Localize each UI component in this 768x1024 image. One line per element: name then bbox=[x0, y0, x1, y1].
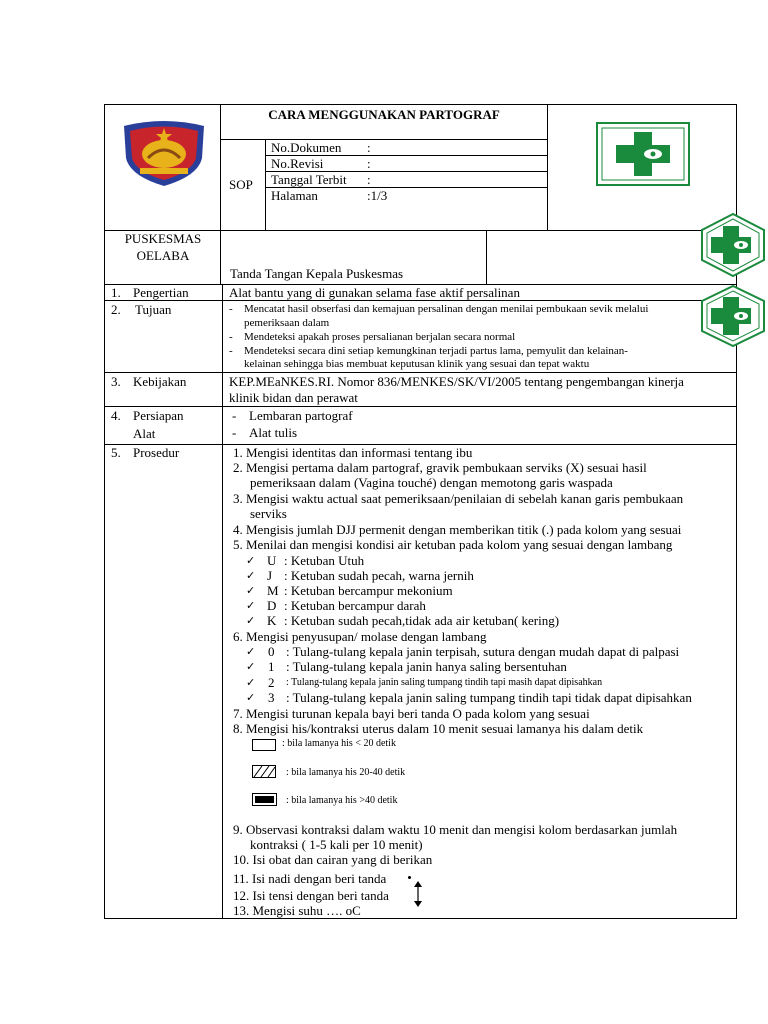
prosedur-step: 2. Mengisi pertama dalam partograf, gravik pembukaan serviks (X) sesuai hasil bbox=[233, 460, 647, 475]
doc-row-label: Tanggal Terbit bbox=[271, 172, 347, 187]
molase-text: : Tulang-tulang kepala janin hanya saling bersentuhan bbox=[286, 659, 567, 674]
section-label-alat: Alat bbox=[133, 426, 156, 441]
molase-text: : Tulang-tulang kepala janin terpisah, sutura dengan mudah dapat di palpasi bbox=[286, 644, 680, 659]
section-number: 3. bbox=[111, 374, 121, 389]
molase-code: 0 bbox=[268, 644, 275, 659]
prosedur-step: pemeriksaan dalam (Vagina touché) dengan memotong garis waspada bbox=[250, 475, 613, 490]
doc-row-label: Halaman bbox=[271, 188, 318, 203]
his-hatched-box-icon bbox=[252, 765, 276, 778]
puskesmas-logo-icon bbox=[596, 122, 690, 186]
molase-code: 3 bbox=[268, 690, 275, 705]
ketuban-code: D bbox=[267, 598, 277, 613]
checkmark-icon: ✓ bbox=[246, 614, 256, 627]
bullet: - bbox=[229, 303, 233, 315]
ketuban-text: : Ketuban bercampur darah bbox=[284, 598, 426, 613]
kebijakan-line: KEP.MEaNKES.RI. Nomor 836/MENKES/SK/VI/2005 tentang pengembangan kinerja bbox=[229, 374, 684, 389]
doc-row-value: : bbox=[367, 172, 371, 187]
molase-text: : Tulang-tulang kepala janin saling tumpang tindih tapi tidak dapat dipisahkan bbox=[286, 690, 692, 705]
tujuan-line: Mendeteksi apakah proses persalianan berjalan secara normal bbox=[244, 331, 516, 343]
pengertian-text: Alat bantu yang di gunakan selama fase aktif persalinan bbox=[229, 285, 520, 300]
ketuban-text: : Ketuban Utuh bbox=[284, 553, 365, 568]
checkmark-icon: ✓ bbox=[246, 660, 256, 673]
prosedur-step: 9. Observasi kontraksi dalam waktu 10 menit dan mengisi kolom berdasarkan jumlah bbox=[233, 822, 678, 837]
ketuban-code: J bbox=[267, 568, 273, 583]
prosedur-step: 11. Isi nadi dengan beri tanda bbox=[233, 871, 387, 886]
his-empty-box-icon bbox=[252, 739, 276, 751]
doc-row-value: :1/3 bbox=[367, 188, 388, 203]
org-name: PUSKESMAS bbox=[124, 231, 202, 246]
doc-row-value: : bbox=[367, 156, 371, 171]
checkmark-icon: ✓ bbox=[246, 584, 256, 597]
tujuan-line: pemeriksaan dalam bbox=[244, 317, 330, 329]
prosedur-step: 4. Mengisis jumlah DJJ permenit dengan memberikan titik (.) pada kolom yang sesuai bbox=[233, 522, 682, 537]
prosedur-step: 1. Mengisi identitas dan informasi tentang ibu bbox=[233, 445, 473, 460]
bullet: - bbox=[232, 408, 237, 423]
doc-row-value: : bbox=[367, 140, 371, 155]
prosedur-step: 6. Mengisi penyusupan/ molase dengan lambang bbox=[233, 629, 487, 644]
prosedur-step: 5. Menilai dan mengisi kondisi air ketuban pada kolom yang sesuai dengan lambang bbox=[233, 537, 673, 552]
bullet: - bbox=[229, 331, 233, 343]
section-number: 1. bbox=[111, 285, 121, 300]
checkmark-icon: ✓ bbox=[246, 599, 256, 612]
checkmark-icon: ✓ bbox=[246, 554, 256, 567]
checkmark-icon: ✓ bbox=[246, 569, 256, 582]
regional-emblem-icon bbox=[118, 118, 210, 188]
doc-row-label: No.Revisi bbox=[271, 156, 324, 171]
section-number: 2. bbox=[111, 302, 121, 317]
tujuan-line: Mendeteksi secara dini setiap kemungkinan terjadi partus lama, pemyulit dan kelainan- bbox=[244, 345, 628, 357]
section-number: 5. bbox=[111, 445, 121, 460]
prosedur-step: 12. Isi tensi dengan beri tanda bbox=[233, 888, 389, 903]
org-location: OELABA bbox=[136, 248, 190, 263]
section-label-kebijakan: Kebijakan bbox=[133, 374, 187, 389]
ketuban-code: M bbox=[267, 583, 279, 598]
kebijakan-line: klinik bidan dan perawat bbox=[229, 390, 358, 405]
molase-code: 2 bbox=[268, 675, 275, 690]
his-legend-text: : bila lamanya his >40 detik bbox=[286, 795, 398, 806]
checkmark-icon: ✓ bbox=[246, 691, 256, 704]
section-label-pengertian: Pengertian bbox=[133, 285, 189, 300]
tujuan-line: kelainan sehingga bias membuat keputusan klinik yang sesuai dan tepat waktu bbox=[244, 358, 590, 370]
ketuban-text: : Ketuban sudah pecah,tidak ada air ketuban( kering) bbox=[284, 613, 560, 628]
document-title: CARA MENGGUNAKAN PARTOGRAF bbox=[268, 107, 500, 122]
dot-mark-icon bbox=[408, 876, 411, 879]
his-filled-box-icon bbox=[252, 793, 277, 806]
prosedur-step: 10. Isi obat dan cairan yang di berikan bbox=[233, 852, 433, 867]
prosedur-step: serviks bbox=[250, 506, 287, 521]
his-legend-text: : bila lamanya his < 20 detik bbox=[282, 738, 396, 749]
his-legend-text: : bila lamanya his 20-40 detik bbox=[286, 767, 406, 778]
prosedur-step: kontraksi ( 1-5 kali per 10 menit) bbox=[250, 837, 423, 852]
section-label-tujuan: Tujuan bbox=[135, 302, 172, 317]
prosedur-step: 8. Mengisi his/kontraksi uterus dalam 10 menit sesuai lamanya his dalam detik bbox=[233, 721, 644, 736]
puskesmas-hexagon-logo-icon bbox=[698, 284, 768, 348]
signature-label: Tanda Tangan Kepala Puskesmas bbox=[230, 266, 404, 281]
prosedur-step: 7. Mengisi turunan kepala bayi beri tanda O pada kolom yang sesuai bbox=[233, 706, 590, 721]
checkmark-icon: ✓ bbox=[246, 645, 256, 658]
persiapan-item: Lembaran partograf bbox=[249, 408, 353, 423]
prosedur-step: 3. Mengisi waktu actual saat pemeriksaan/penilaian di sebelah kanan garis pembukaan bbox=[233, 491, 684, 506]
checkmark-icon: ✓ bbox=[246, 676, 256, 689]
molase-code: 1 bbox=[268, 659, 275, 674]
up-down-arrow-icon bbox=[413, 881, 423, 907]
ketuban-text: : Ketuban sudah pecah, warna jernih bbox=[284, 568, 474, 583]
ketuban-code: U bbox=[267, 553, 277, 568]
persiapan-item: Alat tulis bbox=[249, 425, 298, 440]
ketuban-code: K bbox=[267, 613, 277, 628]
bullet: - bbox=[232, 425, 237, 440]
puskesmas-hexagon-logo-icon bbox=[698, 212, 768, 278]
molase-text: : Tulang-tulang kepala janin saling tumpang tindih tapi masih dapat dipisahkan bbox=[286, 677, 603, 688]
doc-row-label: No.Dokumen bbox=[271, 140, 342, 155]
section-label-prosedur: Prosedur bbox=[133, 445, 180, 460]
bullet: - bbox=[229, 345, 233, 357]
section-label-persiapan: Persiapan bbox=[133, 408, 184, 423]
sop-label: SOP bbox=[229, 177, 253, 192]
section-number: 4. bbox=[111, 408, 121, 423]
tujuan-line: Mencatat hasil obserfasi dan kemajuan persalinan dengan menilai pembukaan sevik melalui bbox=[244, 303, 649, 315]
prosedur-step: 13. Mengisi suhu …. oC bbox=[233, 903, 361, 918]
ketuban-text: : Ketuban bercampur mekonium bbox=[284, 583, 453, 598]
